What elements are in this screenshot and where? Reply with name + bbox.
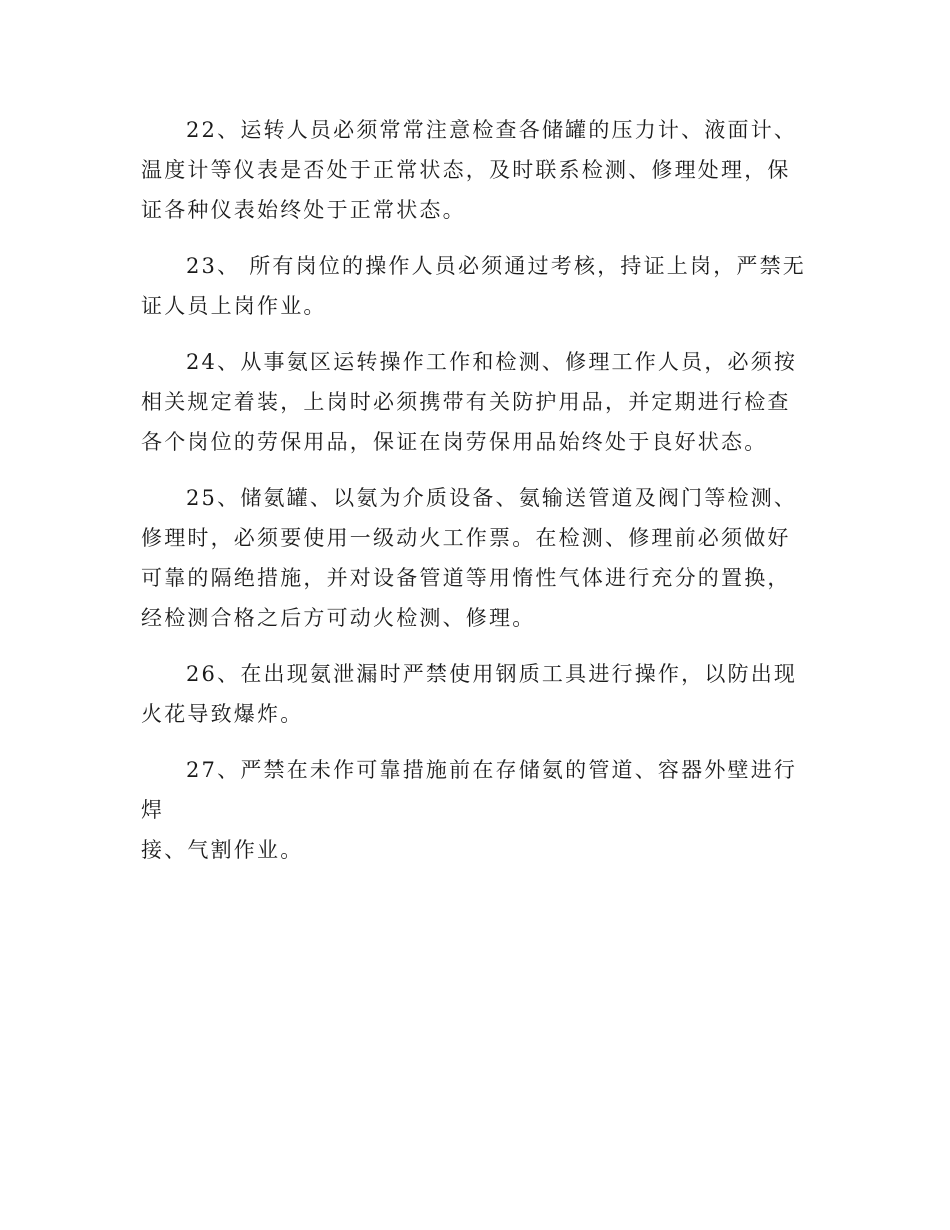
- paragraph-23: 23、 所有岗位的操作人员必须通过考核，持证上岗，严禁无证人员上岗作业。: [141, 254, 806, 318]
- paragraph-26: 26、在出现氨泄漏时严禁使用钢质工具进行操作，以防出现火花导致爆炸。: [141, 662, 798, 726]
- paragraph-25: 25、储氨罐、以氨为介质设备、氨输送管道及阀门等检测、修理时，必须要使用一级动火工作票。在检测、修理前必须做好可靠的隔绝措施，并对设备管道等用惰性气体进行充分的置换，经检测合格之后方可动火检测、修理。: [141, 486, 798, 630]
- paragraph-24: 24、从事氨区运转操作工作和检测、修理工作人员，必须按相关规定着装，上岗时必须携带有关防护用品，并定期进行检查各个岗位的劳保用品，保证在岗劳保用品始终处于良好状态。: [141, 350, 798, 454]
- paragraph-22: 22、运转人员必须常常注意检查各储罐的压力计、液面计、温度计等仪表是否处于正常状态，及时联系检测、修理处理，保证各种仪表始终处于正常状态。: [141, 118, 798, 222]
- document-body: [141, 110, 811, 886]
- paragraph-27-line-2: 接、气割作业。: [141, 838, 304, 862]
- paragraph-27-line-1: 27、严禁在未作可靠措施前在存储氨的管道、容器外壁进行焊: [141, 758, 798, 822]
- paragraph-27: [141, 750, 811, 870]
